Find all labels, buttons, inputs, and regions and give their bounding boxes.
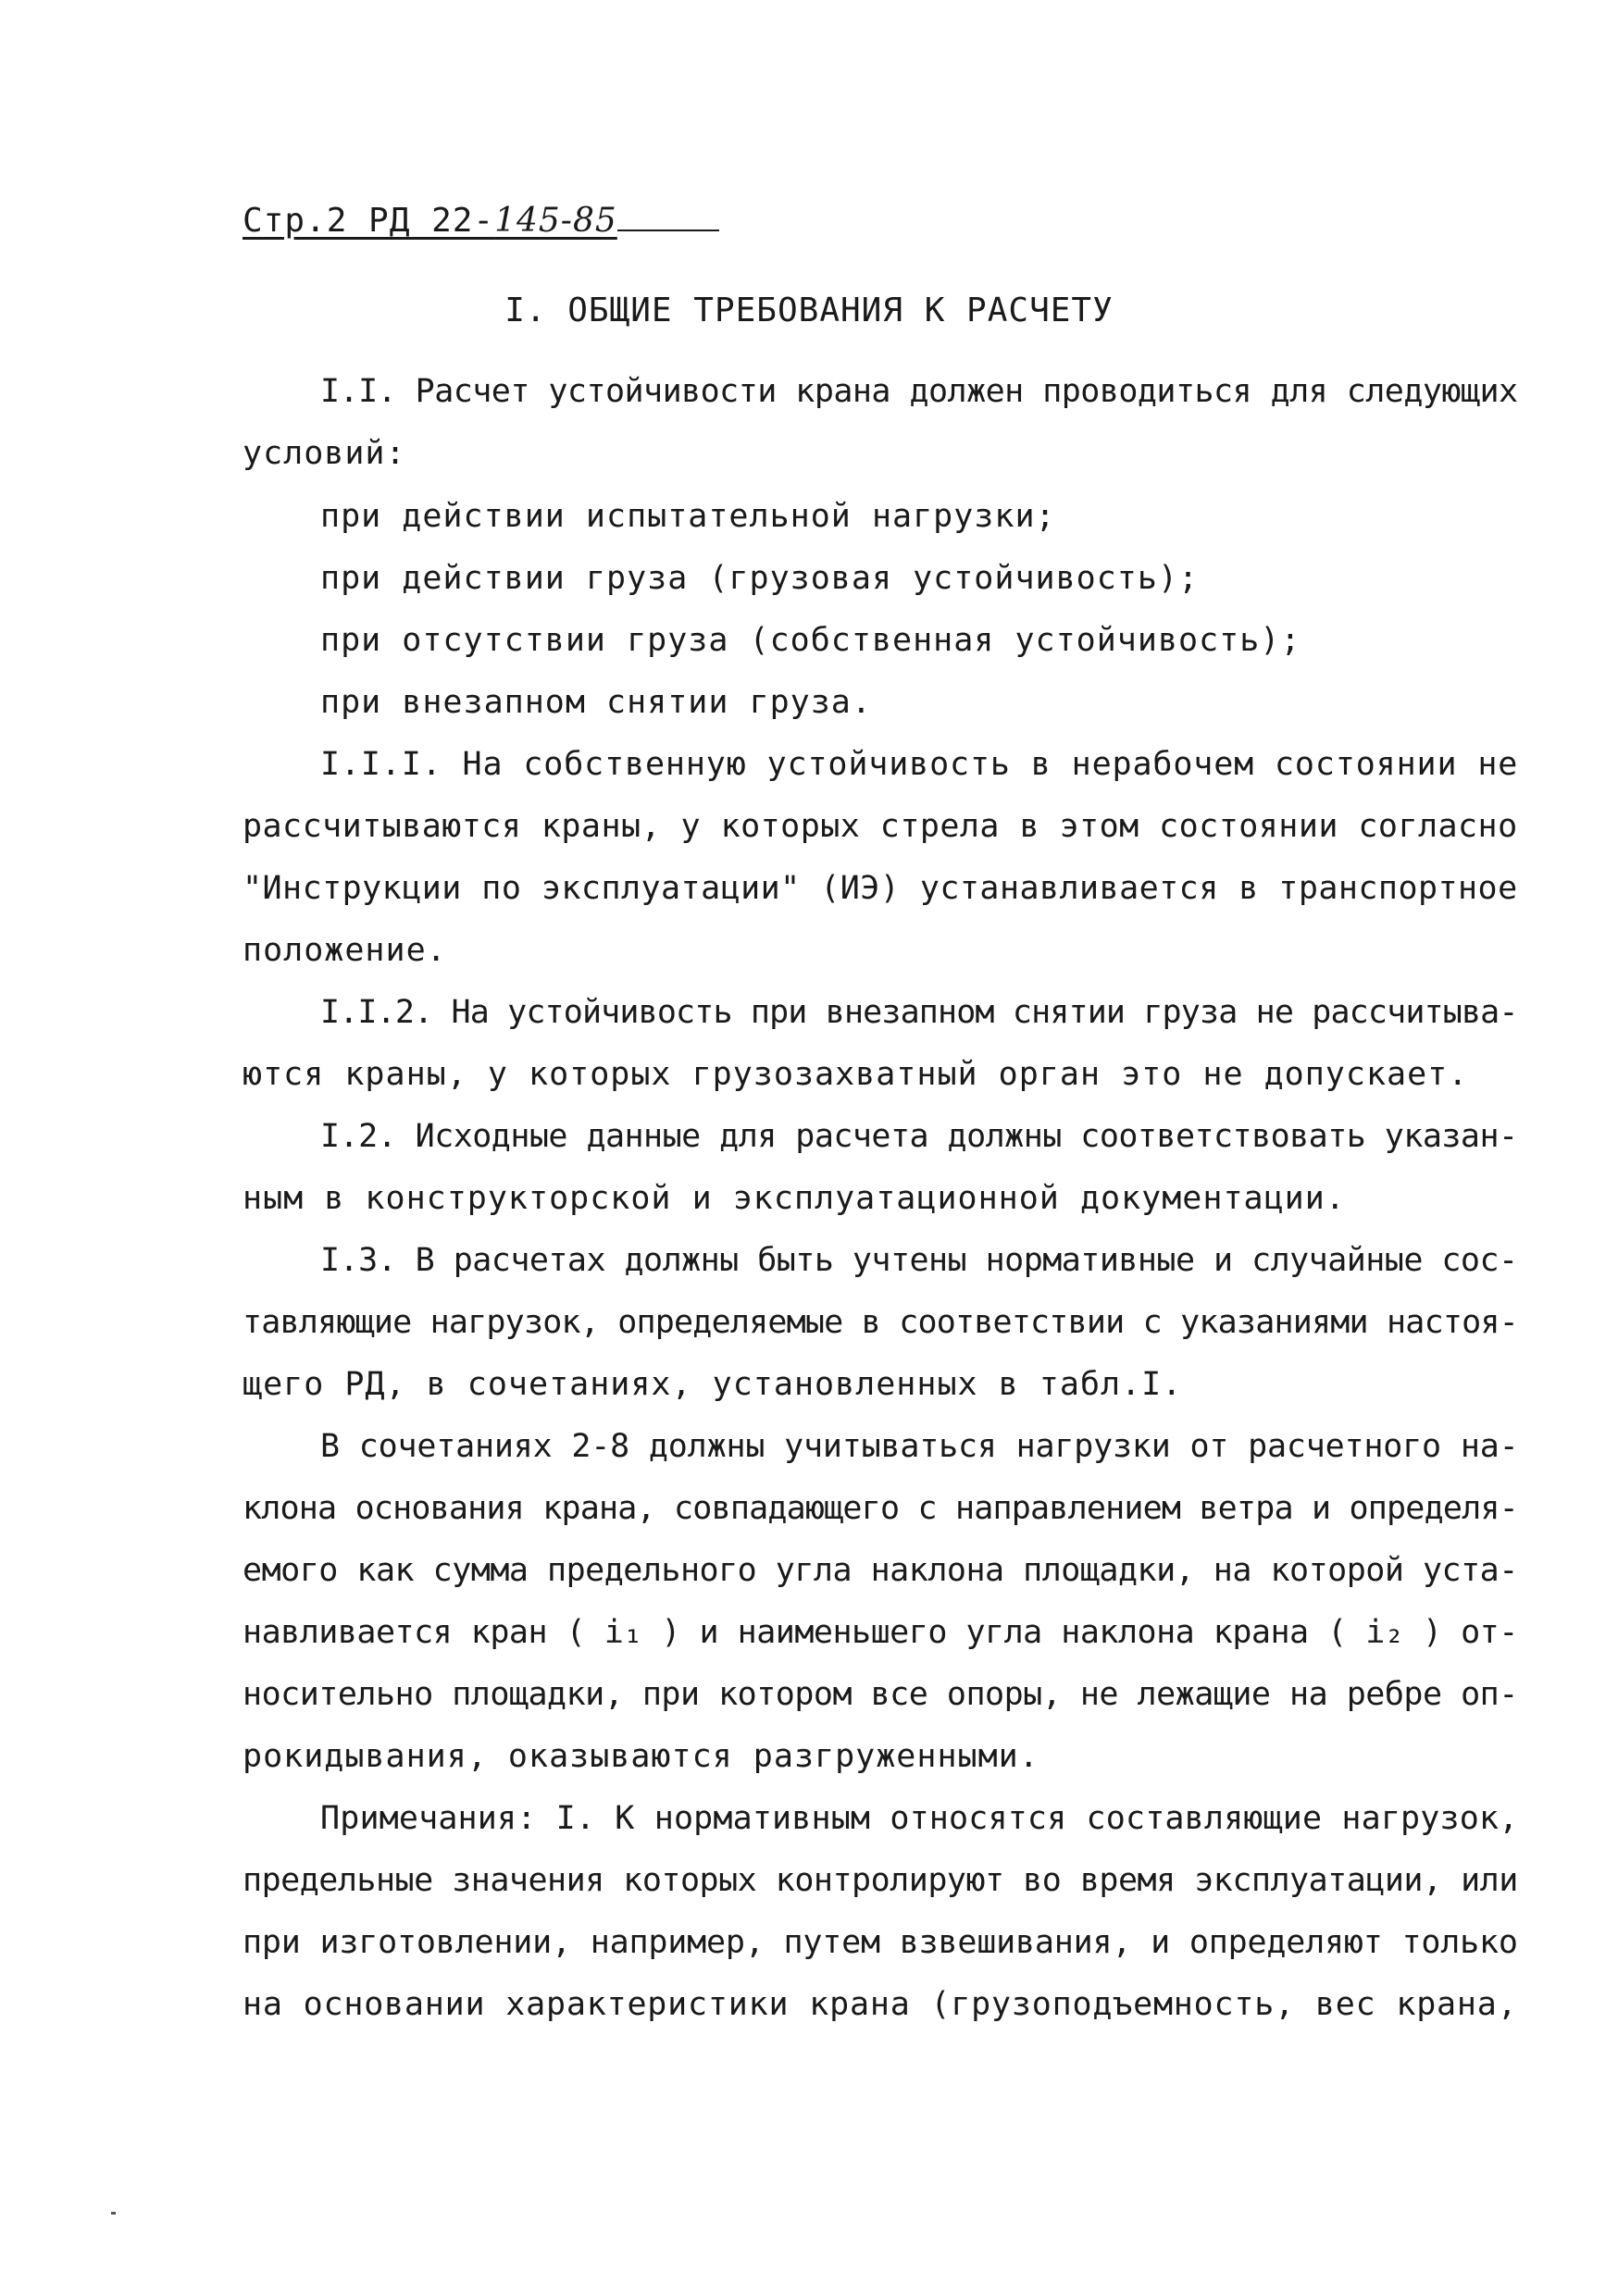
- scan-mark: [111, 2212, 116, 2215]
- paragraph-line: клона основания крана, совпадающего с направлением ветра и определя-: [243, 1490, 1518, 1527]
- paragraph-line: I.I.I. На собственную устойчивость в нерабочем состоянии не: [320, 746, 1519, 783]
- page-header: [243, 202, 719, 240]
- paragraph-line: I.3. В расчетах должны быть учтены нормативные и случайные сос-: [320, 1242, 1518, 1279]
- header-underline: [617, 229, 719, 231]
- paragraph-line: емого как сумма предельного угла наклона площадки, на которой уста-: [243, 1552, 1518, 1589]
- note-line: Примечания: I. К нормативным относятся составляющие нагрузок,: [320, 1800, 1519, 1837]
- list-item: при действии груза (грузовая устойчивость);: [320, 560, 1200, 597]
- paragraph-line: тавляющие нагрузок, определяемые в соответствии с указаниями настоя-: [243, 1304, 1518, 1341]
- paragraph-line: I.I. Расчет устойчивости крана должен проводиться для следующих: [320, 373, 1518, 410]
- paragraph-line: ются краны, у которых грузозахватный орган это не допускает.: [243, 1056, 1469, 1093]
- paragraph-line: положение.: [243, 932, 447, 969]
- note-line: при изготовлении, например, путем взвешивания, и определяют только: [243, 1924, 1518, 1961]
- paragraph-line: носительно площадки, при котором все опоры, не лежащие на ребре оп-: [243, 1676, 1518, 1713]
- paragraph-line: условий:: [243, 435, 406, 472]
- note-line: предельные значения которых контролируют во время эксплуатации, или: [243, 1862, 1518, 1899]
- paragraph-line: ным в конструкторской и эксплуатационной документации.: [243, 1180, 1346, 1217]
- paragraph-line: В сочетаниях 2-8 должны учитываться нагрузки от расчетного на-: [320, 1428, 1519, 1465]
- paragraph-line: I.I.2. На устойчивость при внезапном снятии груза не рассчитыва-: [320, 994, 1518, 1031]
- paragraph-line: рассчитываются краны, у которых стрела в этом состоянии согласно: [243, 808, 1518, 845]
- paragraph-line: I.2. Исходные данные для расчета должны соответствовать указан-: [320, 1118, 1518, 1155]
- list-item: при внезапном снятии груза.: [320, 684, 872, 721]
- section-title: I. ОБЩИЕ ТРЕБОВАНИЯ К РАСЧЕТУ: [504, 292, 1114, 329]
- page-reference: Стр.2 РД 22-: [243, 202, 495, 240]
- paragraph-line: "Инструкции по эксплуатации" (ИЭ) устанавливается в транспортное: [243, 870, 1518, 907]
- list-item: при отсутствии груза (собственная устойчивость);: [320, 622, 1301, 659]
- handwritten-document-number: 145-85: [494, 202, 617, 240]
- paragraph-line: щего РД, в сочетаниях, установленных в табл.I.: [243, 1366, 1183, 1403]
- paragraph-line: рокидывания, оказываются разгруженными.: [243, 1738, 1039, 1775]
- paragraph-line: навливается кран ( i₁ ) и наименьшего угла наклона крана ( i₂ ) от-: [243, 1614, 1518, 1651]
- list-item: при действии испытательной нагрузки;: [320, 498, 1056, 535]
- note-line: на основании характеристики крана (грузоподъемность, вес крана,: [243, 1986, 1518, 2023]
